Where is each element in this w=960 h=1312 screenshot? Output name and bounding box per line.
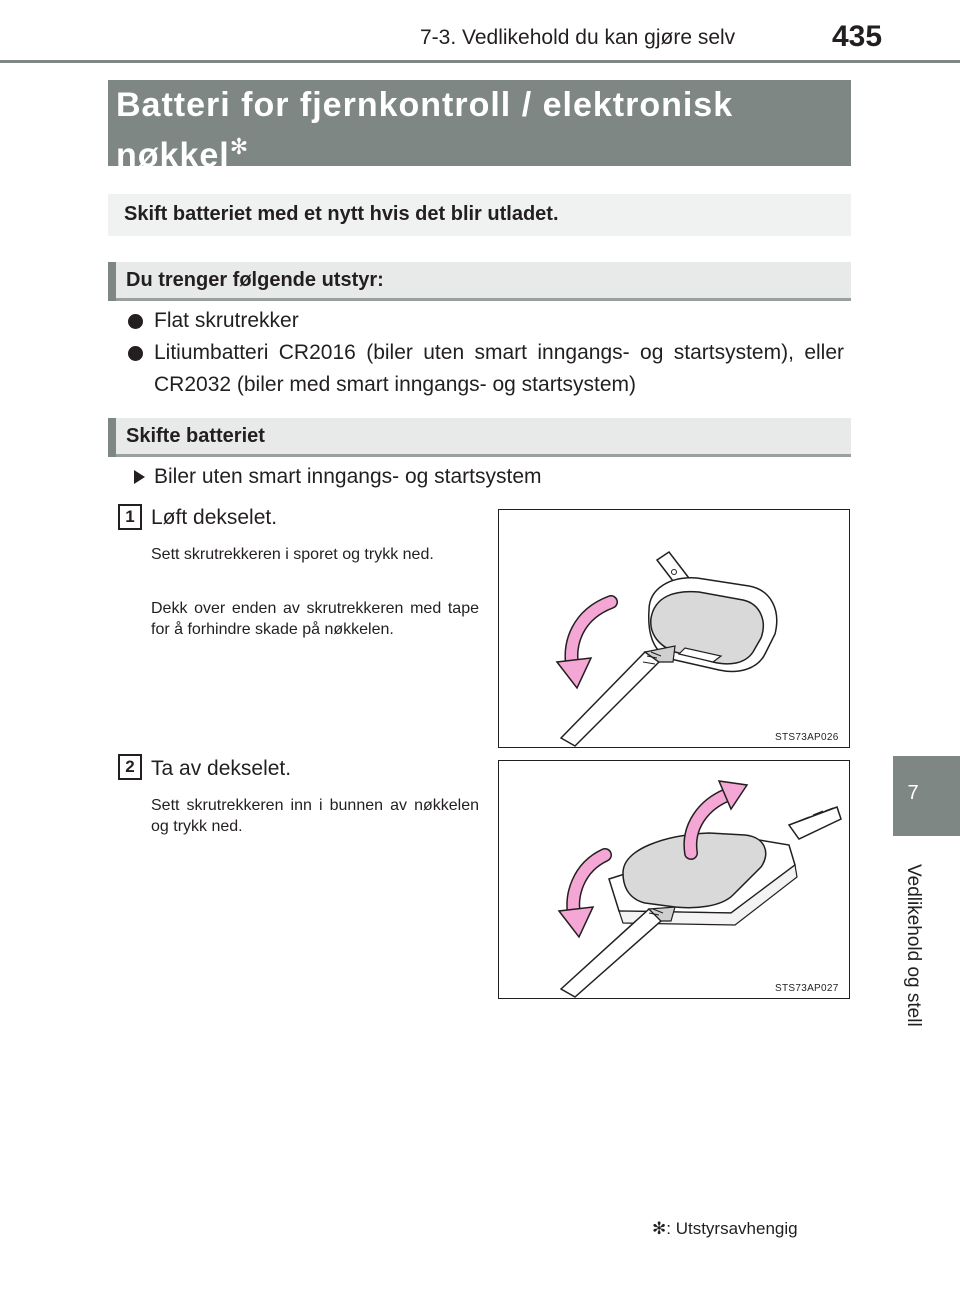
step-number: 2	[118, 754, 142, 780]
page-title-text: Batteri for fjernkontroll / elektronisk nøkkel	[116, 86, 734, 175]
chapter-number: 7	[907, 782, 919, 804]
figure-code: STS73AP026	[775, 732, 839, 743]
footnote: ✻: Utstyrsavhengig	[652, 1219, 798, 1238]
step-title: Løft dekselet.	[151, 506, 278, 529]
step-number: 1	[118, 504, 142, 530]
step-note: Dekk over enden av skrutrekkeren med tape for å forhindre skade på nøkkelen.	[151, 600, 479, 638]
equipment-item: Flat skrutrekker	[154, 309, 299, 332]
step-note: Sett skrutrekkeren i sporet og trykk ned.	[151, 546, 434, 563]
option-marker: ✻	[229, 134, 250, 159]
figure-remove-cover	[498, 760, 850, 999]
equipment-heading-bar	[108, 262, 116, 301]
replace-heading: Skifte batteriet	[126, 425, 265, 447]
bullet-icon	[128, 314, 143, 329]
key-illustration	[499, 761, 849, 998]
step-title: Ta av dekselet.	[151, 757, 292, 780]
chapter-label	[900, 864, 930, 1034]
step-note: Sett skrutrekkeren inn i bunnen av nøkkelen og trykk ned.	[151, 797, 479, 835]
triangle-bullet-icon	[134, 470, 145, 484]
replace-heading-bar	[108, 418, 116, 457]
vehicle-variant: Biler uten smart inngangs- og startsystem	[154, 465, 542, 488]
header-rule	[0, 60, 960, 63]
page-number: 435	[832, 20, 883, 53]
equipment-heading: Du trenger følgende utstyr:	[126, 269, 384, 291]
page-title	[116, 84, 836, 176]
figure-lift-cover	[498, 509, 850, 748]
equipment-item: Litiumbatteri CR2016 (biler uten smart inngangs- og startsystem), eller CR2032 (biler med smart inngangs- og startsystem)	[154, 341, 844, 396]
chapter-label-text: Vedlikehold og stell	[903, 864, 924, 1027]
figure-code: STS73AP027	[775, 983, 839, 994]
section-header: 7-3. Vedlikehold du kan gjøre selv	[420, 26, 736, 49]
intro-text: Skift batteriet med et nytt hvis det blir utladet.	[124, 203, 559, 225]
key-illustration	[499, 510, 849, 747]
bullet-icon	[128, 346, 143, 361]
